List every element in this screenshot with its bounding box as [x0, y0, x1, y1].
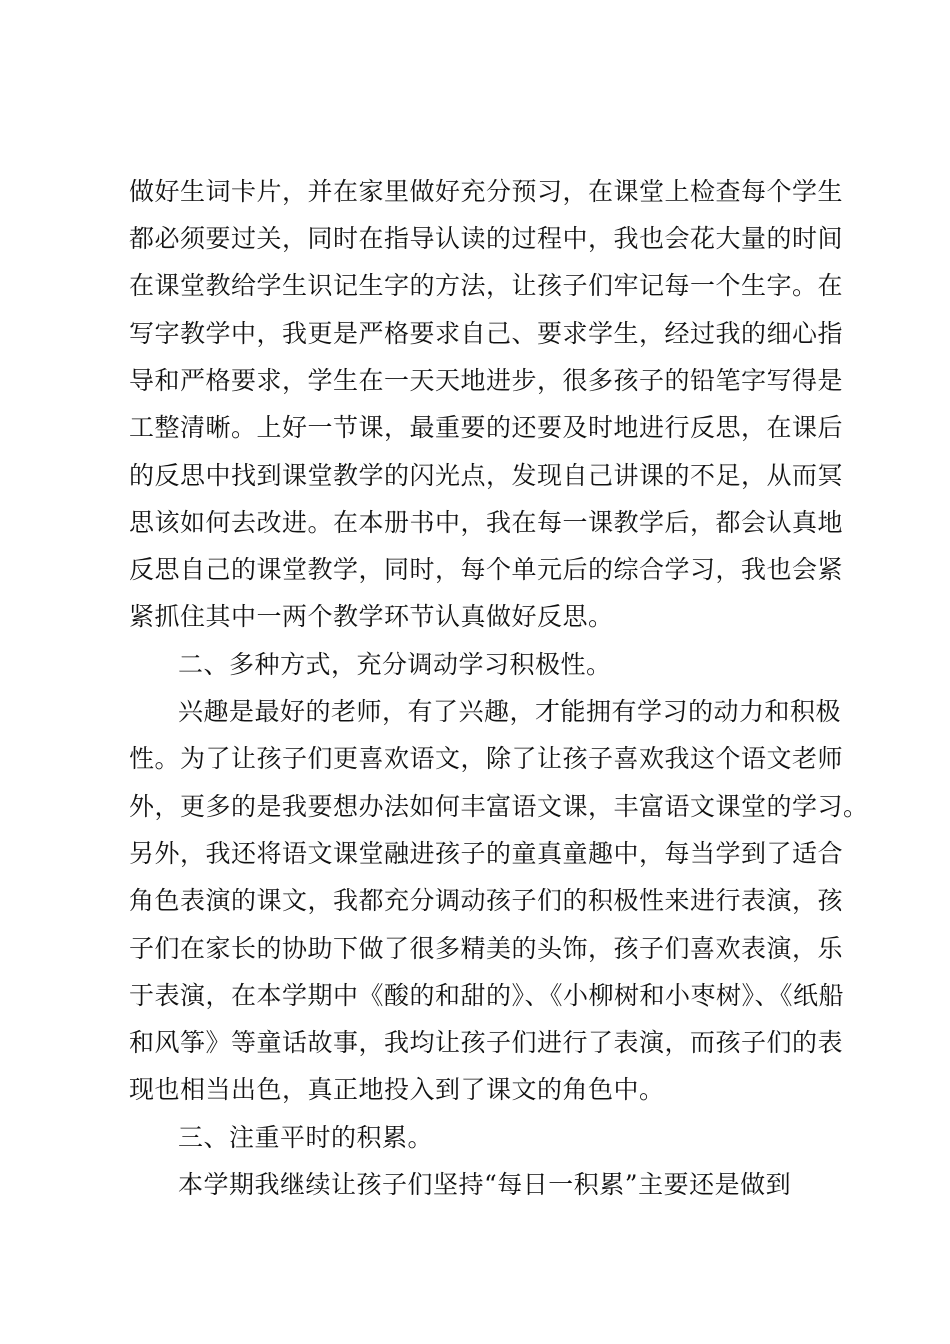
text-line: 角色表演的课文，我都充分调动孩子们的积极性来进行表演，孩 [129, 886, 844, 915]
text-line: 兴趣是最好的老师，有了兴趣，才能拥有学习的动力和积极 [178, 697, 842, 726]
section-heading: 三、注重平时的积累。 [178, 1123, 434, 1152]
text-line: 做好生词卡片，并在家里做好充分预习，在课堂上检查每个学生 [129, 177, 844, 206]
text-line: 于表演，在本学期中《酸的和甜的》、《小柳树和小枣树》、《纸船 [129, 981, 845, 1010]
text-line: 思该如何去改进。在本册书中，我在每一课教学后，都会认真地 [129, 508, 844, 537]
text-line: 紧抓住其中一两个教学环节认真做好反思。 [129, 602, 614, 631]
text-line: 子们在家长的协助下做了很多精美的头饰，孩子们喜欢表演，乐 [129, 934, 844, 963]
text-line: 反思自己的课堂教学，同时，每个单元后的综合学习，我也会紧 [129, 555, 844, 584]
text-line: 导和严格要求，学生在一天天地进步，很多孩子的铅笔字写得是 [129, 366, 844, 395]
text-line: 外，更多的是我要想办法如何丰富语文课，丰富语文课堂的学习。 [129, 792, 869, 821]
text-line: 现也相当出色，真正地投入到了课文的角色中。 [129, 1075, 665, 1104]
text-line: 本学期我继续让孩子们坚持“每日一积累”主要还是做到 [178, 1170, 792, 1199]
section-heading: 二、多种方式，充分调动学习积极性。 [178, 650, 612, 679]
text-line: 都必须要过关，同时在指导认读的过程中，我也会花大量的时间 [129, 224, 844, 253]
text-line: 性。为了让孩子们更喜欢语文，除了让孩子喜欢我这个语文老师 [129, 744, 844, 773]
text-line: 写字教学中，我更是严格要求自己、要求学生，经过我的细心指 [129, 319, 844, 348]
text-line: 另外，我还将语文课堂融进孩子的童真童趣中，每当学到了适合 [129, 839, 844, 868]
text-line: 工整清晰。上好一节课，最重要的还要及时地进行反思，在课后 [129, 413, 844, 442]
text-line: 在课堂教给学生识记生字的方法，让孩子们牢记每一个生字。在 [129, 271, 844, 300]
text-line: 和风筝》等童话故事，我均让孩子们进行了表演，而孩子们的表 [129, 1028, 844, 1057]
text-line: 的反思中找到课堂教学的闪光点，发现自己讲课的不足，从而冥 [129, 461, 844, 490]
